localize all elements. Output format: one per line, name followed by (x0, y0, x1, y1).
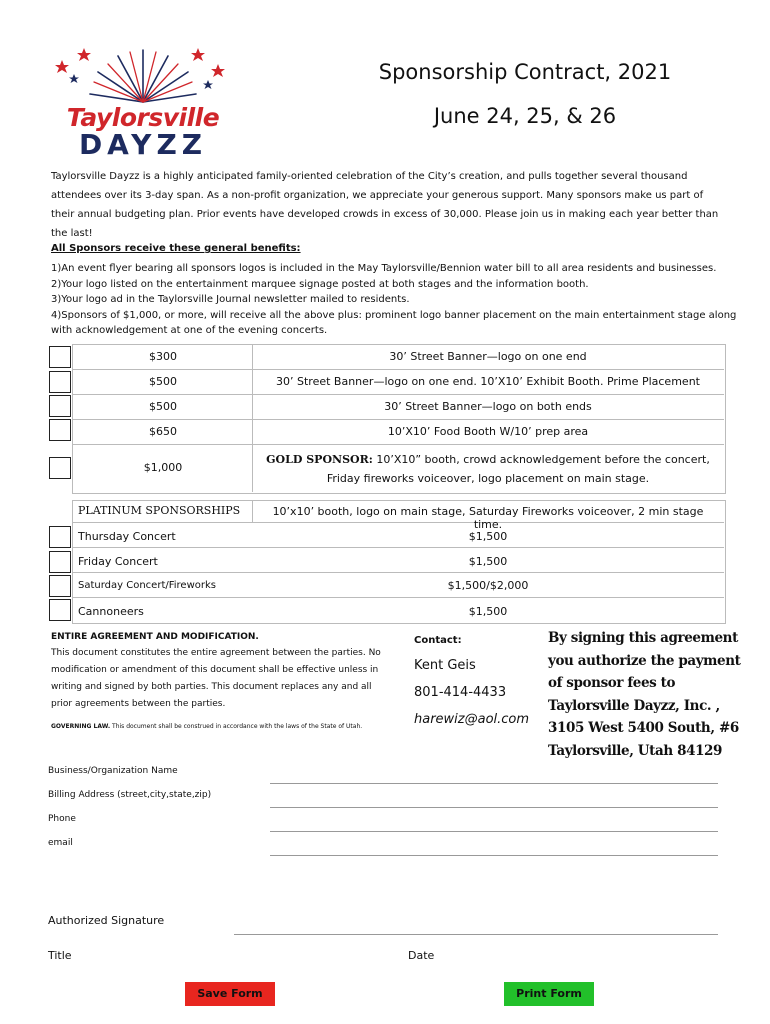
page-title: Sponsorship Contract, 2021 (378, 60, 672, 84)
benefit-item: 4)Sponsors of $1,000, or more, will receive all the above plus: prominent logo banner placement on the main entertainment stage along with acknowledgement at one of the evening concerts. (51, 309, 737, 336)
platinum-cannoneers-checkbox[interactable] (49, 599, 71, 621)
save-form-button[interactable]: Save Form (185, 982, 275, 1006)
logo-line1: Taylorsville (66, 103, 220, 132)
signing-note-line: Taylorsville Dayzz, Inc. , (548, 697, 720, 714)
platinum-option-price: $1,500 (468, 530, 508, 543)
tier-300-checkbox[interactable] (49, 346, 71, 368)
gold-sponsor-label: GOLD SPONSOR: (266, 453, 373, 466)
gold-sponsor-description (258, 450, 718, 488)
platinum-option-name: Cannoneers (78, 605, 144, 618)
benefits-list (51, 261, 741, 339)
title-label: Title (48, 949, 72, 962)
tier-price: $1,000 (143, 461, 183, 474)
tier-price: $500 (149, 400, 177, 413)
platinum-description: 10’x10’ booth, logo on main stage, Saturday Fireworks voiceover, 2 min stage time. (272, 505, 704, 531)
print-form-button[interactable]: Print Form (504, 982, 594, 1006)
table-divider (72, 572, 724, 573)
contact-email: harewiz@aol.com (414, 712, 530, 727)
benefits-heading: All Sponsors receive these general benefits: (51, 243, 301, 254)
email-field[interactable] (270, 855, 718, 856)
platinum-heading: PLATINUM SPONSORSHIPS (78, 504, 241, 517)
billing-address-label: Billing Address (street,city,state,zip) (48, 790, 212, 800)
event-dates: June 24, 25, & 26 (433, 104, 617, 128)
signing-note-line: By signing this agreement (548, 630, 738, 646)
email-label: email (48, 838, 73, 848)
date-label: Date (408, 949, 435, 962)
signing-note-line: you authorize the payment (548, 652, 741, 669)
tier-price: $500 (149, 375, 177, 388)
signing-note (548, 627, 753, 762)
tier-500-banner-booth-checkbox[interactable] (49, 371, 71, 393)
platinum-option-name: Thursday Concert (78, 530, 176, 543)
governing-law-label: GOVERNING LAW. (51, 723, 111, 730)
agreement-body: This document constitutes the entire agreement between the parties. No modification or amendment of this document shall be effective unless in writing and signed by both parties. This document replaces any and all prior agreements between the parties. (51, 648, 381, 709)
tier-description: 10’X10’ Food Booth W/10’ prep area (387, 425, 589, 438)
platinum-friday-checkbox[interactable] (49, 551, 71, 573)
table-divider (252, 344, 253, 492)
gold-sponsor-text: 10’X10” booth, crowd acknowledgement before the concert, Friday fireworks voiceover, logo placement on main stage. (326, 453, 710, 485)
logo-line2: DAYZZ (78, 128, 208, 161)
signing-note-line: 3105 West 5400 South, #6 (548, 720, 739, 736)
signature-field[interactable] (234, 934, 718, 935)
governing-law-text: This document shall be construed in accordance with the laws of the State of Utah. (110, 723, 363, 730)
table-divider (72, 369, 724, 370)
tier-500-banner-checkbox[interactable] (49, 395, 71, 417)
contact-phone: 801-414-4433 (414, 685, 507, 700)
table-divider (72, 597, 724, 598)
tier-1000-gold-checkbox[interactable] (49, 457, 71, 479)
authorized-signature-label: Authorized Signature (48, 914, 165, 927)
table-divider (72, 444, 724, 445)
platinum-option-name: Friday Concert (78, 555, 158, 568)
signing-note-line: Taylorsville, Utah 84129 (548, 742, 723, 759)
table-divider (72, 419, 724, 420)
table-divider (252, 500, 253, 522)
contact-label: Contact: (414, 635, 462, 646)
phone-label: Phone (48, 814, 76, 824)
tier-price: $650 (149, 425, 177, 438)
tier-description: 30’ Street Banner—logo on both ends (384, 400, 592, 413)
platinum-thursday-checkbox[interactable] (49, 526, 71, 548)
agreement-heading: ENTIRE AGREEMENT AND MODIFICATION. (51, 632, 259, 642)
billing-address-field[interactable] (270, 807, 718, 808)
platinum-saturday-checkbox[interactable] (49, 575, 71, 597)
tier-description: 30’ Street Banner—logo on one end (389, 350, 587, 363)
benefit-item: 1)An event flyer bearing all sponsors logos is included in the May Taylorsville/Bennion water bill to all area residents and businesses. (51, 263, 717, 274)
table-divider (72, 547, 724, 548)
business-name-label: Business/Organization Name (48, 766, 178, 776)
tier-price: $300 (149, 350, 177, 363)
table-divider (72, 394, 724, 395)
phone-field[interactable] (270, 831, 718, 832)
platinum-option-price: $1,500 (468, 555, 508, 568)
benefit-item: 3)Your logo ad in the Taylorsville Journal newsletter mailed to residents. (51, 294, 410, 305)
signing-note-line: of sponsor fees to (548, 675, 676, 691)
contact-name: Kent Geis (414, 658, 476, 673)
platinum-option-price: $1,500 (468, 605, 508, 618)
business-name-field[interactable] (270, 783, 718, 784)
platinum-option-name: Saturday Concert/Fireworks (78, 580, 216, 591)
benefit-item: 2)Your logo listed on the entertainment marquee signage posted at both stages and the information booth. (51, 278, 589, 290)
tier-650-checkbox[interactable] (49, 419, 71, 441)
platinum-option-price: $1,500/$2,000 (447, 579, 529, 592)
governing-law (51, 723, 391, 730)
tier-description: 30’ Street Banner—logo on one end. 10’X10’ Exhibit Booth. Prime Placement (276, 375, 700, 388)
intro-paragraph: Taylorsville Dayzz is a highly anticipated family-oriented celebration of the City’s creation, and pulls together several thousand attendees over its 3-day span. As a non-profit organization, we appreciate your generous support. Many sponsors make us part of their annual budgeting plan. Prior events have developed crowds in excess of 30,000. Please join us in making each year better than the last! (51, 171, 719, 239)
